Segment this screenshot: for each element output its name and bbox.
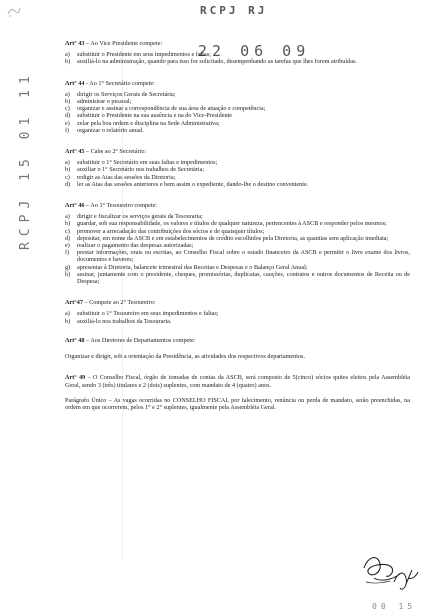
list-item: [65, 127, 410, 134]
item-text: assinar, juntamente com o presidente, cheques, promissórias, duplicatas, cauções, contratos e outros documentos de Receita ou de Despesa;: [77, 270, 410, 286]
item-letter: c): [65, 105, 70, 113]
item-text: ler as Atas das sessões anteriores e bem assim o expediente, dando-lhe o destino conveniente.: [77, 180, 309, 188]
list-item: [65, 105, 410, 112]
list-item: [65, 220, 410, 227]
registry-date-stamp: 22 06 09: [198, 42, 311, 60]
article-title: [65, 299, 410, 306]
item-text: substituir o 1° Tesoureiro em seus impedimentos e faltas;: [77, 310, 219, 318]
handwritten-signature: [360, 548, 420, 598]
item-text: promover a arrecadação das contribuições dos sócios e de quaisquer títulos;: [77, 227, 265, 235]
item-letter: f): [65, 249, 70, 257]
item-text: apresentar à Diretoria, balancete trimestral das Receitas e Despesas e o Balanço Geral Anual;: [77, 263, 308, 271]
list-item: [65, 271, 410, 285]
list-item: [65, 112, 410, 119]
article-number: Art° 49: [65, 374, 86, 382]
article-44: [65, 80, 410, 134]
article-title: [65, 148, 410, 155]
article-title: [65, 40, 410, 47]
list-item: [65, 249, 410, 263]
registry-stamp-top: RCPJ RJ: [200, 4, 268, 17]
article-items: [65, 310, 410, 324]
article-number: Art° 43: [65, 40, 85, 47]
item-text: dirigir e fiscalizar os serviços gerais da Tesouraria;: [77, 213, 203, 221]
item-text: dirigir os Serviços Gerais de Secretária;: [77, 90, 176, 98]
article-items: [65, 159, 410, 188]
list-item: [65, 166, 410, 173]
item-text: substituir o Presidente na sua ausência e na do Vice-Presidente: [77, 112, 233, 120]
item-letter: c): [65, 227, 70, 235]
registry-stamp-bottom: 00 15: [372, 602, 417, 611]
item-letter: b): [65, 58, 71, 66]
article-body: Organizar e dirigir, sob a orientação da Presidência, as atividades dos respectivos departamentos.: [65, 353, 306, 361]
article-items: [65, 91, 410, 134]
item-letter: b): [65, 317, 71, 325]
item-text: auxiliar o 1° Secretário nos trabalhos de Secretária;: [77, 166, 205, 174]
article-47: [65, 299, 410, 325]
list-item: [65, 213, 410, 220]
article-heading: – Ao Vice Presidente compete:: [84, 40, 163, 47]
list-item: [65, 51, 410, 58]
article-number: Art° 45: [65, 148, 85, 156]
document-body: [65, 40, 410, 411]
article-43: [65, 40, 410, 66]
article-heading: - Ao 1° Secretário compete:: [84, 79, 155, 87]
item-text: zelar pela boa ordem e disciplina na Sede Administrativa;: [77, 119, 220, 127]
item-text: administrar o pessoal;: [77, 98, 132, 106]
item-text: realizar o pagamento das despesas autorizadas;: [77, 242, 194, 250]
item-letter: d): [65, 234, 71, 242]
item-letter: a): [65, 310, 70, 318]
item-letter: e): [65, 119, 70, 127]
list-item: [65, 174, 410, 181]
article-48: [65, 337, 410, 360]
item-letter: f): [65, 126, 70, 134]
article-49: [65, 374, 410, 411]
item-letter: e): [65, 242, 70, 250]
item-letter: c): [65, 173, 70, 181]
item-text: guardar, sob sua responsabilidade, os valores e títulos de qualquer natureza, pertencentes à ASCB e responder pelos mesmos;: [77, 220, 387, 228]
item-letter: b): [65, 220, 71, 228]
registry-side-stamp: RCPJ 15 01 11: [18, 70, 33, 250]
item-text: depositar, em nome da ASCB e em estabelecimentos de crédito escolhidos pela Diretoria, as quantias sem aplicação imediata;: [77, 234, 389, 242]
item-letter: a): [65, 213, 70, 221]
item-text: substituir o 1° Secretário em suas faltas e impedimentos;: [77, 159, 218, 167]
list-item: [65, 310, 410, 317]
item-letter: g): [65, 263, 71, 271]
list-item: [65, 235, 410, 242]
item-letter: a): [65, 90, 70, 98]
article-heading: – Compete ao 2° Tesoureiro:: [82, 299, 156, 307]
list-item: [65, 120, 410, 127]
list-item: [65, 98, 410, 105]
article-items: [65, 51, 410, 65]
list-item: [65, 242, 410, 249]
article-heading: – Cabe ao 2° Secretário:: [84, 148, 147, 156]
item-letter: d): [65, 180, 71, 188]
list-item: [65, 181, 410, 188]
list-item: [65, 91, 410, 98]
item-letter: a): [65, 159, 70, 167]
article-items: [65, 213, 410, 285]
item-text: prestar informações, orais ou escritas, ao Conselho Fiscal sobre o estado financeiro da ASCB e permitir o livre exame dos livros, documentos e haveres;: [77, 249, 410, 264]
list-item: [65, 58, 410, 65]
sole-paragraph: Parágrafo Único – As vagas ocorridas no CONSELHO FISCAL por falecimento, renúncia ou perda de mandato, serão preenchidas, na ordem em que ocorrerem, pelos 1° e 2° suplentes, igualmente pela Assembléia Geral.: [65, 396, 410, 411]
item-letter: b): [65, 98, 71, 106]
article-title: [65, 202, 410, 209]
article-45: [65, 148, 410, 188]
article-number: Art° 46: [65, 202, 85, 210]
article-text: – O Conselho Fiscal, órgão de tomadas de contas da ASCB, será composto de 5(cinco) sócios quites eleitos pela Assembléia Geral, sendo 3 (três) titulares e 2 (dois) suplentes, com mandato de 4 (quatro) anos.: [65, 374, 411, 389]
article-number: Art°47: [65, 299, 83, 307]
item-text: organizar e assinar a correspondência de sua área de atuação e competência;: [77, 105, 266, 113]
article-title: [65, 80, 410, 87]
item-letter: d): [65, 112, 71, 120]
list-item: [65, 318, 410, 325]
list-item: [65, 159, 410, 166]
item-letter: b): [65, 166, 71, 174]
article-body: [65, 374, 410, 388]
item-text: auxiliá-lo nos trabalhos da Tesouraria.: [77, 317, 172, 325]
article-number: Art° 44: [65, 79, 85, 87]
article-number: Art° 48: [65, 336, 85, 344]
item-text: auxiliá-lo na administração, quando para isso for solicitado, desempenhando as tarefas que lhes forem atribuídas.: [77, 58, 357, 66]
item-text: organizar o relatório anual.: [77, 126, 144, 134]
list-item: [65, 228, 410, 235]
item-text: substituir o Presidente em seus impedimentos e faltas;: [77, 51, 211, 59]
item-letter: h): [65, 270, 71, 278]
corner-scribble-mark: [6, 4, 22, 18]
list-item: [65, 264, 410, 271]
item-text: redigir as Atas das sessões da Diretoria;: [77, 173, 176, 181]
article-title: [65, 337, 410, 344]
article-heading: – Aos Diretores de Departamentos compete:: [84, 336, 196, 344]
article-heading: – Ao 1° Tesoureiro compete:: [84, 202, 158, 210]
article-46: [65, 202, 410, 285]
item-letter: a): [65, 51, 70, 59]
